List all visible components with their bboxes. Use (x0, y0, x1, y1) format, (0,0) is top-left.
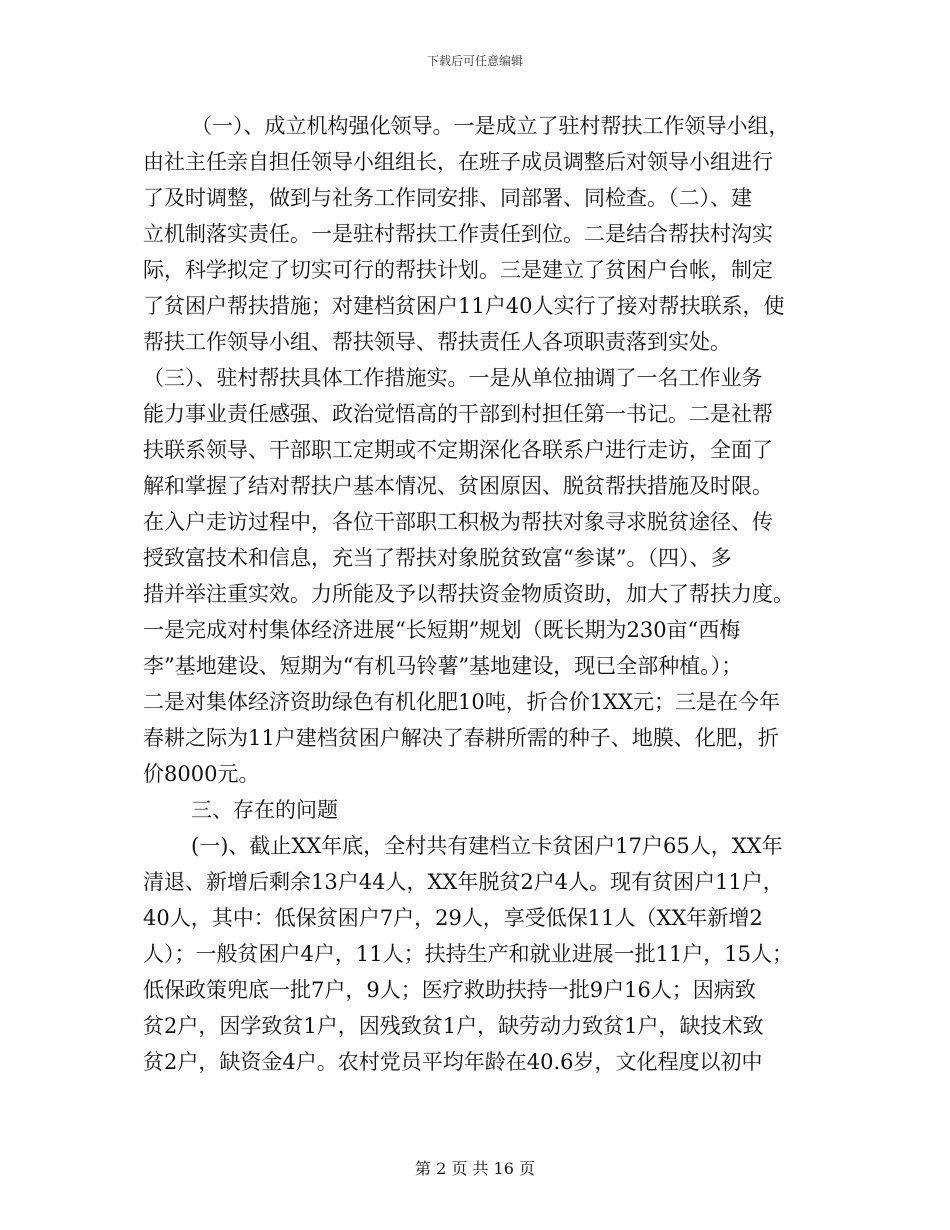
text-line: 二是对集体经济资助绿色有机化肥10吨，折合价1XX元；三是在今年 (143, 690, 780, 714)
text-line: （三）、驻村帮扶具体工作措施实。一是从单位抽调了一名工作业务 (143, 366, 763, 390)
page-header: 下载后可任意编辑 (426, 54, 523, 68)
text-line: 贫2户，因学致贫1户，因残致贫1户，缺劳动力致贫1户，缺技术致 (143, 1014, 764, 1038)
page-number-footer: 第 2 页 共 16 页 (415, 1159, 535, 1178)
text-line: （一）、成立机构强化领导。一是成立了驻村帮扶工作领导小组， (191, 114, 790, 138)
text-line: 扶联系领导、干部职工定期或不定期深化各联系户进行走访，全面了 (143, 438, 773, 462)
text-line: 40人，其中：低保贫困户7户，29人，享受低保11人（XX年新增2 (143, 906, 763, 930)
text-line: 授致富技术和信息，充当了帮扶对象脱贫致富“参谋”。（四）、多 (143, 546, 732, 570)
text-line: 一是完成对村集体经济进展“长短期”规划（既长期为230亩“西梅 (143, 618, 741, 642)
section-heading: 三、存在的问题 (191, 798, 338, 822)
text-line: 能力事业责任感强、政治觉悟高的干部到村担任第一书记。二是社帮 (143, 402, 773, 426)
text-line: 立机制落实责任。一是驻村帮扶工作责任到位。二是结合帮扶村沟实 (143, 222, 773, 246)
text-line: 帮扶工作领导小组、帮扶领导、帮扶责任人各项职责落到实处。 (143, 330, 731, 354)
text-line: 了及时调整，做到与社务工作同安排、同部署、同检查。（二）、建 (143, 186, 752, 210)
text-line: 贫2户，缺资金4户。农村党员平均年龄在40.6岁，文化程度以初中 (143, 1050, 763, 1074)
document-body (143, 108, 815, 1080)
text-line: 春耕之际为11户建档贫困户解决了春耕所需的种子、地膜、化肥，折 (143, 726, 779, 750)
text-line: 了贫困户帮扶措施；对建档贫困户11户40人实行了接对帮扶联系，使 (143, 294, 785, 318)
text-line: 人）；一般贫困户4户，11人；扶持生产和就业进展一批11户，15人； (143, 942, 794, 966)
text-line: (一)、截止XX年底，全村共有建档立卡贫困户17户65人，XX年 (191, 834, 783, 858)
text-line: 际，科学拟定了切实可行的帮扶计划。三是建立了贫困户台帐，制定 (143, 258, 773, 282)
text-line: 低保政策兜底一批7户，9人；医疗救助扶持一批9户16人；因病致 (143, 978, 756, 1002)
text-line: 措并举注重实效。力所能及予以帮扶资金物质资助，加大了帮扶力度。 (143, 582, 794, 606)
text-line: 李”基地建设、短期为“有机马铃薯”基地建设，现已全部种植。）； (143, 654, 743, 678)
text-line: 价8000元。 (143, 762, 260, 786)
text-line: 由社主任亲自担任领导小组组长，在班子成员调整后对领导小组进行 (143, 150, 773, 174)
text-line: 清退、新增后剩余13户44人，XX年脱贫2户4人。现有贫困户11户， (143, 870, 784, 894)
text-line: 解和掌握了结对帮扶户基本情况、贫困原因、脱贫帮扶措施及时限。 (143, 474, 773, 498)
text-line: 在入户走访过程中，各位干部职工积极为帮扶对象寻求脱贫途径、传 (143, 510, 773, 534)
